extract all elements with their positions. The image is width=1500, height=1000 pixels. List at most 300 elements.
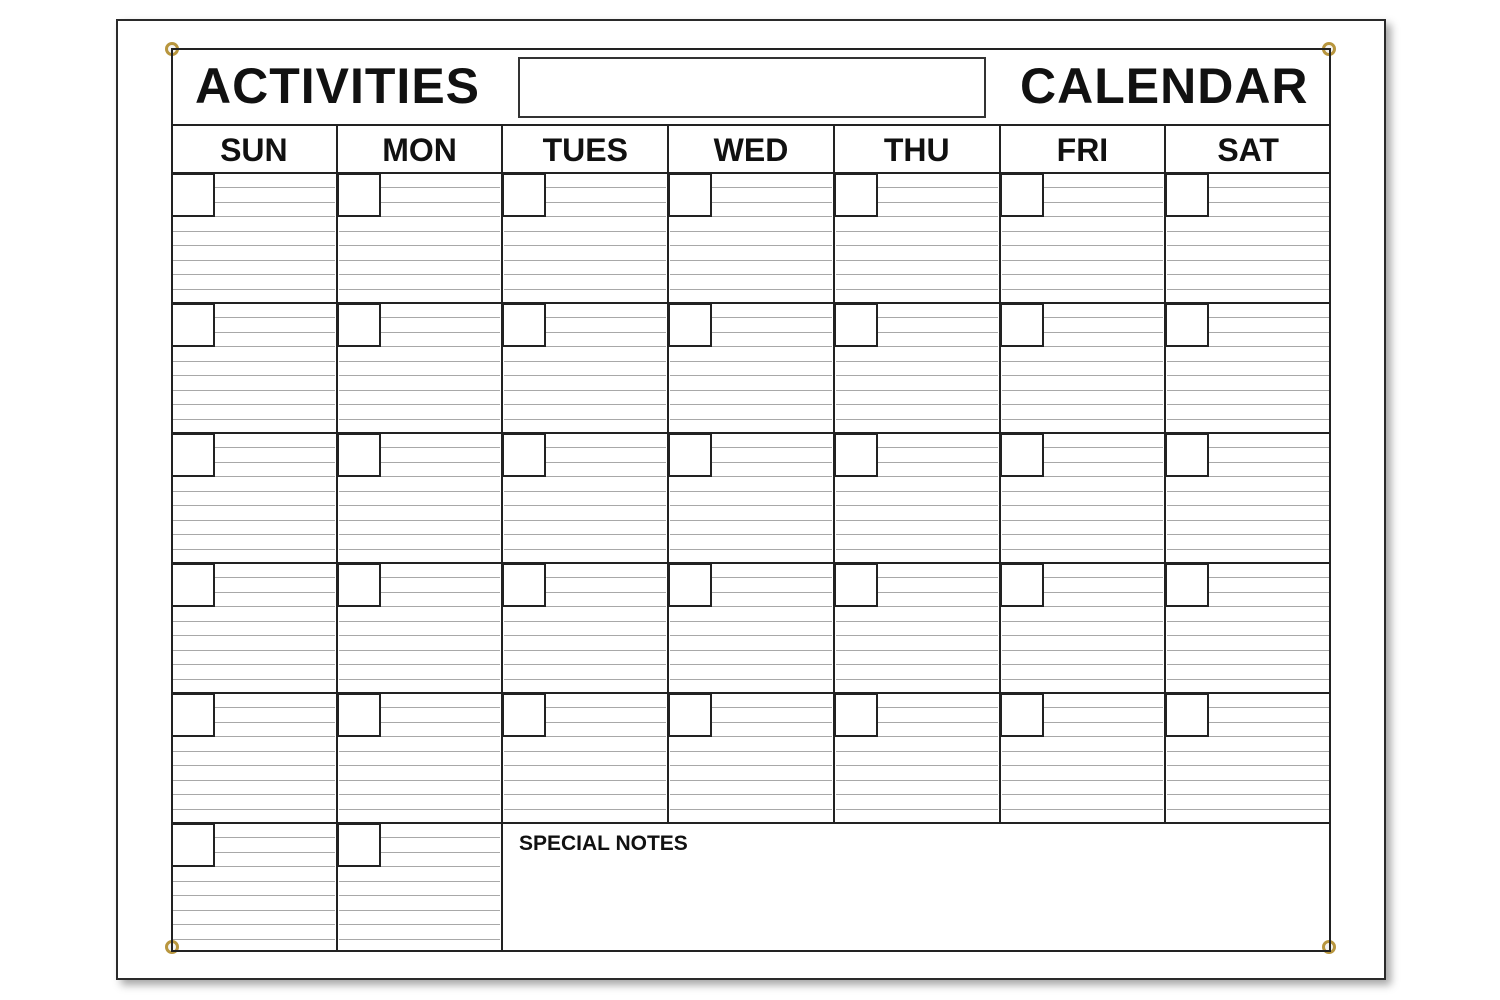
- date-box[interactable]: [834, 303, 878, 347]
- writing-line: [836, 679, 998, 680]
- writing-line: [546, 722, 666, 723]
- writing-line: [215, 346, 335, 347]
- writing-line: [339, 924, 500, 925]
- writing-line: [1167, 260, 1329, 261]
- date-box[interactable]: [668, 303, 712, 347]
- writing-line: [670, 245, 832, 246]
- writing-line: [546, 202, 666, 203]
- date-box[interactable]: [1165, 563, 1209, 607]
- writing-line: [1044, 332, 1163, 333]
- date-box[interactable]: [502, 433, 546, 477]
- writing-line: [546, 476, 666, 477]
- writing-line: [339, 505, 500, 506]
- writing-line: [670, 274, 832, 275]
- writing-line: [173, 939, 335, 940]
- writing-line: [1167, 679, 1329, 680]
- date-box[interactable]: [668, 173, 712, 217]
- writing-line: [1002, 520, 1163, 521]
- month-title-field[interactable]: [518, 57, 986, 118]
- writing-line: [215, 447, 335, 448]
- writing-line: [504, 419, 666, 420]
- writing-line: [1167, 390, 1329, 391]
- writing-line: [504, 260, 666, 261]
- writing-line: [712, 317, 832, 318]
- writing-line: [504, 361, 666, 362]
- writing-line: [1002, 751, 1163, 752]
- date-box[interactable]: [337, 693, 381, 737]
- writing-line: [836, 635, 998, 636]
- writing-line: [504, 520, 666, 521]
- writing-line: [1167, 231, 1329, 232]
- writing-line: [173, 895, 335, 896]
- writing-line: [1209, 317, 1329, 318]
- writing-line: [381, 606, 500, 607]
- title-calendar: CALENDAR: [1020, 58, 1309, 114]
- writing-line: [339, 910, 500, 911]
- writing-line: [339, 679, 500, 680]
- writing-line: [173, 404, 335, 405]
- writing-line: [836, 780, 998, 781]
- writing-line: [670, 794, 832, 795]
- date-box[interactable]: [502, 303, 546, 347]
- writing-line: [173, 375, 335, 376]
- writing-line: [1167, 520, 1329, 521]
- writing-line: [1209, 346, 1329, 347]
- writing-line: [1002, 419, 1163, 420]
- date-box[interactable]: [1165, 693, 1209, 737]
- day-label-wed: WED: [713, 132, 789, 168]
- writing-line: [339, 390, 500, 391]
- writing-line: [1002, 664, 1163, 665]
- writing-line: [836, 505, 998, 506]
- date-box[interactable]: [834, 563, 878, 607]
- date-box[interactable]: [171, 823, 215, 867]
- writing-line: [173, 621, 335, 622]
- writing-line: [712, 707, 832, 708]
- header-divider: [171, 124, 1331, 126]
- writing-line: [215, 722, 335, 723]
- writing-line: [381, 837, 500, 838]
- writing-line: [173, 274, 335, 275]
- date-box[interactable]: [337, 433, 381, 477]
- date-box[interactable]: [834, 173, 878, 217]
- day-label-mon: MON: [382, 132, 457, 168]
- writing-line: [712, 202, 832, 203]
- date-box[interactable]: [834, 433, 878, 477]
- writing-line: [339, 289, 500, 290]
- writing-line: [670, 534, 832, 535]
- writing-line: [173, 419, 335, 420]
- writing-line: [504, 505, 666, 506]
- writing-line: [1002, 534, 1163, 535]
- writing-line: [504, 289, 666, 290]
- writing-line: [215, 592, 335, 593]
- writing-line: [836, 419, 998, 420]
- writing-line: [546, 592, 666, 593]
- writing-line: [173, 231, 335, 232]
- writing-line: [381, 332, 500, 333]
- writing-line: [173, 794, 335, 795]
- writing-line: [836, 534, 998, 535]
- writing-line: [1044, 317, 1163, 318]
- writing-line: [670, 390, 832, 391]
- writing-line: [670, 419, 832, 420]
- writing-line: [339, 549, 500, 550]
- writing-line: [504, 809, 666, 810]
- writing-line: [1167, 274, 1329, 275]
- writing-line: [1209, 216, 1329, 217]
- writing-line: [712, 187, 832, 188]
- date-box[interactable]: [337, 303, 381, 347]
- writing-line: [504, 245, 666, 246]
- writing-line: [1209, 592, 1329, 593]
- writing-line: [712, 476, 832, 477]
- date-box[interactable]: [337, 563, 381, 607]
- writing-line: [173, 549, 335, 550]
- writing-line: [878, 707, 998, 708]
- writing-line: [339, 361, 500, 362]
- writing-line: [1044, 577, 1163, 578]
- writing-line: [670, 289, 832, 290]
- writing-line: [339, 650, 500, 651]
- writing-line: [670, 361, 832, 362]
- writing-line: [173, 260, 335, 261]
- writing-line: [1002, 780, 1163, 781]
- writing-line: [173, 751, 335, 752]
- writing-line: [546, 707, 666, 708]
- writing-line: [1002, 289, 1163, 290]
- date-box[interactable]: [1165, 433, 1209, 477]
- day-label-fri: FRI: [1056, 132, 1109, 168]
- day-label-tues: TUES: [542, 132, 628, 168]
- date-box[interactable]: [1000, 303, 1044, 347]
- writing-line: [215, 736, 335, 737]
- writing-line: [215, 577, 335, 578]
- writing-line: [712, 577, 832, 578]
- writing-line: [878, 722, 998, 723]
- writing-line: [381, 462, 500, 463]
- writing-line: [670, 635, 832, 636]
- writing-line: [1209, 606, 1329, 607]
- writing-line: [504, 635, 666, 636]
- writing-line: [670, 520, 832, 521]
- column-divider: [501, 124, 503, 951]
- writing-line: [1209, 577, 1329, 578]
- writing-line: [670, 751, 832, 752]
- writing-line: [1002, 231, 1163, 232]
- writing-line: [670, 780, 832, 781]
- writing-line: [215, 476, 335, 477]
- writing-line: [339, 404, 500, 405]
- writing-line: [381, 187, 500, 188]
- writing-line: [1044, 592, 1163, 593]
- writing-line: [215, 852, 335, 853]
- writing-line: [878, 592, 998, 593]
- day-label-sun: SUN: [220, 132, 288, 168]
- date-box[interactable]: [1165, 173, 1209, 217]
- writing-line: [381, 736, 500, 737]
- writing-line: [339, 664, 500, 665]
- writing-line: [504, 765, 666, 766]
- writing-line: [712, 216, 832, 217]
- writing-line: [836, 650, 998, 651]
- writing-line: [173, 910, 335, 911]
- writing-line: [1002, 361, 1163, 362]
- writing-line: [1167, 289, 1329, 290]
- writing-line: [670, 260, 832, 261]
- writing-line: [1002, 549, 1163, 550]
- writing-line: [504, 231, 666, 232]
- writing-line: [1002, 650, 1163, 651]
- writing-line: [381, 577, 500, 578]
- writing-line: [1167, 245, 1329, 246]
- writing-line: [836, 794, 998, 795]
- writing-line: [339, 881, 500, 882]
- date-box[interactable]: [1000, 563, 1044, 607]
- writing-line: [173, 765, 335, 766]
- writing-line: [173, 520, 335, 521]
- writing-line: [1044, 447, 1163, 448]
- special-notes-area[interactable]: [504, 824, 1330, 950]
- writing-line: [546, 187, 666, 188]
- writing-line: [381, 866, 500, 867]
- writing-line: [504, 390, 666, 391]
- writing-line: [504, 794, 666, 795]
- writing-line: [712, 462, 832, 463]
- date-box[interactable]: [337, 173, 381, 217]
- writing-line: [173, 650, 335, 651]
- date-box[interactable]: [1000, 693, 1044, 737]
- writing-line: [339, 895, 500, 896]
- writing-line: [1002, 260, 1163, 261]
- writing-line: [504, 274, 666, 275]
- writing-line: [836, 751, 998, 752]
- writing-line: [1209, 722, 1329, 723]
- writing-line: [878, 476, 998, 477]
- writing-line: [878, 447, 998, 448]
- date-box[interactable]: [1165, 303, 1209, 347]
- writing-line: [1209, 462, 1329, 463]
- writing-line: [670, 231, 832, 232]
- writing-line: [1002, 809, 1163, 810]
- writing-line: [1044, 707, 1163, 708]
- writing-line: [1044, 722, 1163, 723]
- writing-line: [504, 664, 666, 665]
- writing-line: [1044, 216, 1163, 217]
- writing-line: [173, 635, 335, 636]
- writing-line: [1167, 505, 1329, 506]
- writing-line: [878, 332, 998, 333]
- writing-line: [670, 809, 832, 810]
- writing-line: [504, 751, 666, 752]
- writing-line: [1167, 404, 1329, 405]
- writing-line: [381, 476, 500, 477]
- writing-line: [1044, 736, 1163, 737]
- writing-line: [173, 924, 335, 925]
- writing-line: [504, 491, 666, 492]
- writing-line: [381, 852, 500, 853]
- day-label-sat: SAT: [1217, 132, 1279, 168]
- writing-line: [339, 780, 500, 781]
- writing-line: [670, 404, 832, 405]
- writing-line: [339, 231, 500, 232]
- writing-line: [878, 216, 998, 217]
- writing-line: [1167, 419, 1329, 420]
- writing-line: [546, 606, 666, 607]
- writing-line: [1167, 765, 1329, 766]
- date-box[interactable]: [834, 693, 878, 737]
- writing-line: [670, 679, 832, 680]
- writing-line: [546, 216, 666, 217]
- writing-line: [215, 866, 335, 867]
- date-box[interactable]: [171, 173, 215, 217]
- writing-line: [339, 794, 500, 795]
- writing-line: [1002, 635, 1163, 636]
- writing-line: [712, 606, 832, 607]
- writing-line: [670, 549, 832, 550]
- writing-line: [1002, 794, 1163, 795]
- writing-line: [1167, 751, 1329, 752]
- writing-line: [1044, 187, 1163, 188]
- writing-line: [1167, 361, 1329, 362]
- writing-line: [712, 592, 832, 593]
- writing-line: [1167, 650, 1329, 651]
- writing-line: [215, 332, 335, 333]
- writing-line: [173, 390, 335, 391]
- writing-line: [504, 650, 666, 651]
- date-box[interactable]: [668, 433, 712, 477]
- writing-line: [339, 621, 500, 622]
- writing-line: [173, 534, 335, 535]
- writing-line: [546, 462, 666, 463]
- writing-line: [670, 375, 832, 376]
- writing-line: [670, 650, 832, 651]
- date-box[interactable]: [337, 823, 381, 867]
- writing-line: [836, 491, 998, 492]
- writing-line: [215, 216, 335, 217]
- writing-line: [670, 765, 832, 766]
- writing-line: [173, 780, 335, 781]
- writing-line: [1002, 621, 1163, 622]
- date-box[interactable]: [171, 433, 215, 477]
- writing-line: [1167, 491, 1329, 492]
- date-box[interactable]: [668, 563, 712, 607]
- writing-line: [836, 809, 998, 810]
- writing-line: [1209, 476, 1329, 477]
- title-activities: ACTIVITIES: [195, 58, 481, 114]
- special-notes-label: SPECIAL NOTES: [519, 832, 688, 855]
- writing-line: [173, 664, 335, 665]
- writing-line: [712, 332, 832, 333]
- writing-line: [836, 231, 998, 232]
- writing-line: [173, 679, 335, 680]
- writing-line: [1002, 679, 1163, 680]
- writing-line: [1002, 390, 1163, 391]
- writing-line: [339, 751, 500, 752]
- writing-line: [546, 332, 666, 333]
- writing-line: [546, 346, 666, 347]
- writing-line: [381, 722, 500, 723]
- writing-line: [215, 462, 335, 463]
- writing-line: [878, 202, 998, 203]
- writing-line: [1044, 462, 1163, 463]
- writing-line: [1167, 780, 1329, 781]
- writing-line: [173, 361, 335, 362]
- writing-line: [381, 317, 500, 318]
- date-box[interactable]: [668, 693, 712, 737]
- writing-line: [836, 260, 998, 261]
- writing-line: [173, 809, 335, 810]
- date-box[interactable]: [502, 563, 546, 607]
- writing-line: [381, 707, 500, 708]
- writing-line: [878, 462, 998, 463]
- writing-line: [1167, 534, 1329, 535]
- date-box[interactable]: [1000, 433, 1044, 477]
- writing-line: [215, 606, 335, 607]
- writing-line: [339, 274, 500, 275]
- writing-line: [1209, 332, 1329, 333]
- writing-line: [712, 736, 832, 737]
- writing-line: [1044, 202, 1163, 203]
- writing-line: [836, 274, 998, 275]
- date-box[interactable]: [171, 563, 215, 607]
- writing-line: [339, 375, 500, 376]
- date-box[interactable]: [171, 693, 215, 737]
- writing-line: [381, 346, 500, 347]
- writing-line: [836, 375, 998, 376]
- writing-line: [878, 606, 998, 607]
- date-box[interactable]: [171, 303, 215, 347]
- writing-line: [339, 520, 500, 521]
- writing-line: [339, 765, 500, 766]
- writing-line: [836, 390, 998, 391]
- writing-line: [1044, 476, 1163, 477]
- writing-line: [670, 621, 832, 622]
- writing-line: [381, 202, 500, 203]
- writing-line: [173, 245, 335, 246]
- writing-line: [173, 881, 335, 882]
- writing-line: [1209, 736, 1329, 737]
- writing-line: [339, 419, 500, 420]
- writing-line: [836, 520, 998, 521]
- writing-line: [878, 346, 998, 347]
- writing-line: [1209, 202, 1329, 203]
- writing-line: [1209, 707, 1329, 708]
- writing-line: [712, 722, 832, 723]
- writing-line: [836, 289, 998, 290]
- date-box[interactable]: [502, 693, 546, 737]
- writing-line: [1167, 794, 1329, 795]
- writing-line: [504, 679, 666, 680]
- writing-line: [504, 375, 666, 376]
- writing-line: [504, 549, 666, 550]
- writing-line: [215, 837, 335, 838]
- writing-line: [546, 736, 666, 737]
- writing-line: [1002, 245, 1163, 246]
- writing-line: [1044, 346, 1163, 347]
- writing-line: [1167, 664, 1329, 665]
- writing-line: [504, 780, 666, 781]
- writing-line: [1002, 505, 1163, 506]
- date-box[interactable]: [1000, 173, 1044, 217]
- date-box[interactable]: [502, 173, 546, 217]
- writing-line: [1044, 606, 1163, 607]
- writing-line: [836, 664, 998, 665]
- writing-line: [1002, 765, 1163, 766]
- writing-line: [173, 289, 335, 290]
- writing-line: [339, 939, 500, 940]
- writing-line: [712, 346, 832, 347]
